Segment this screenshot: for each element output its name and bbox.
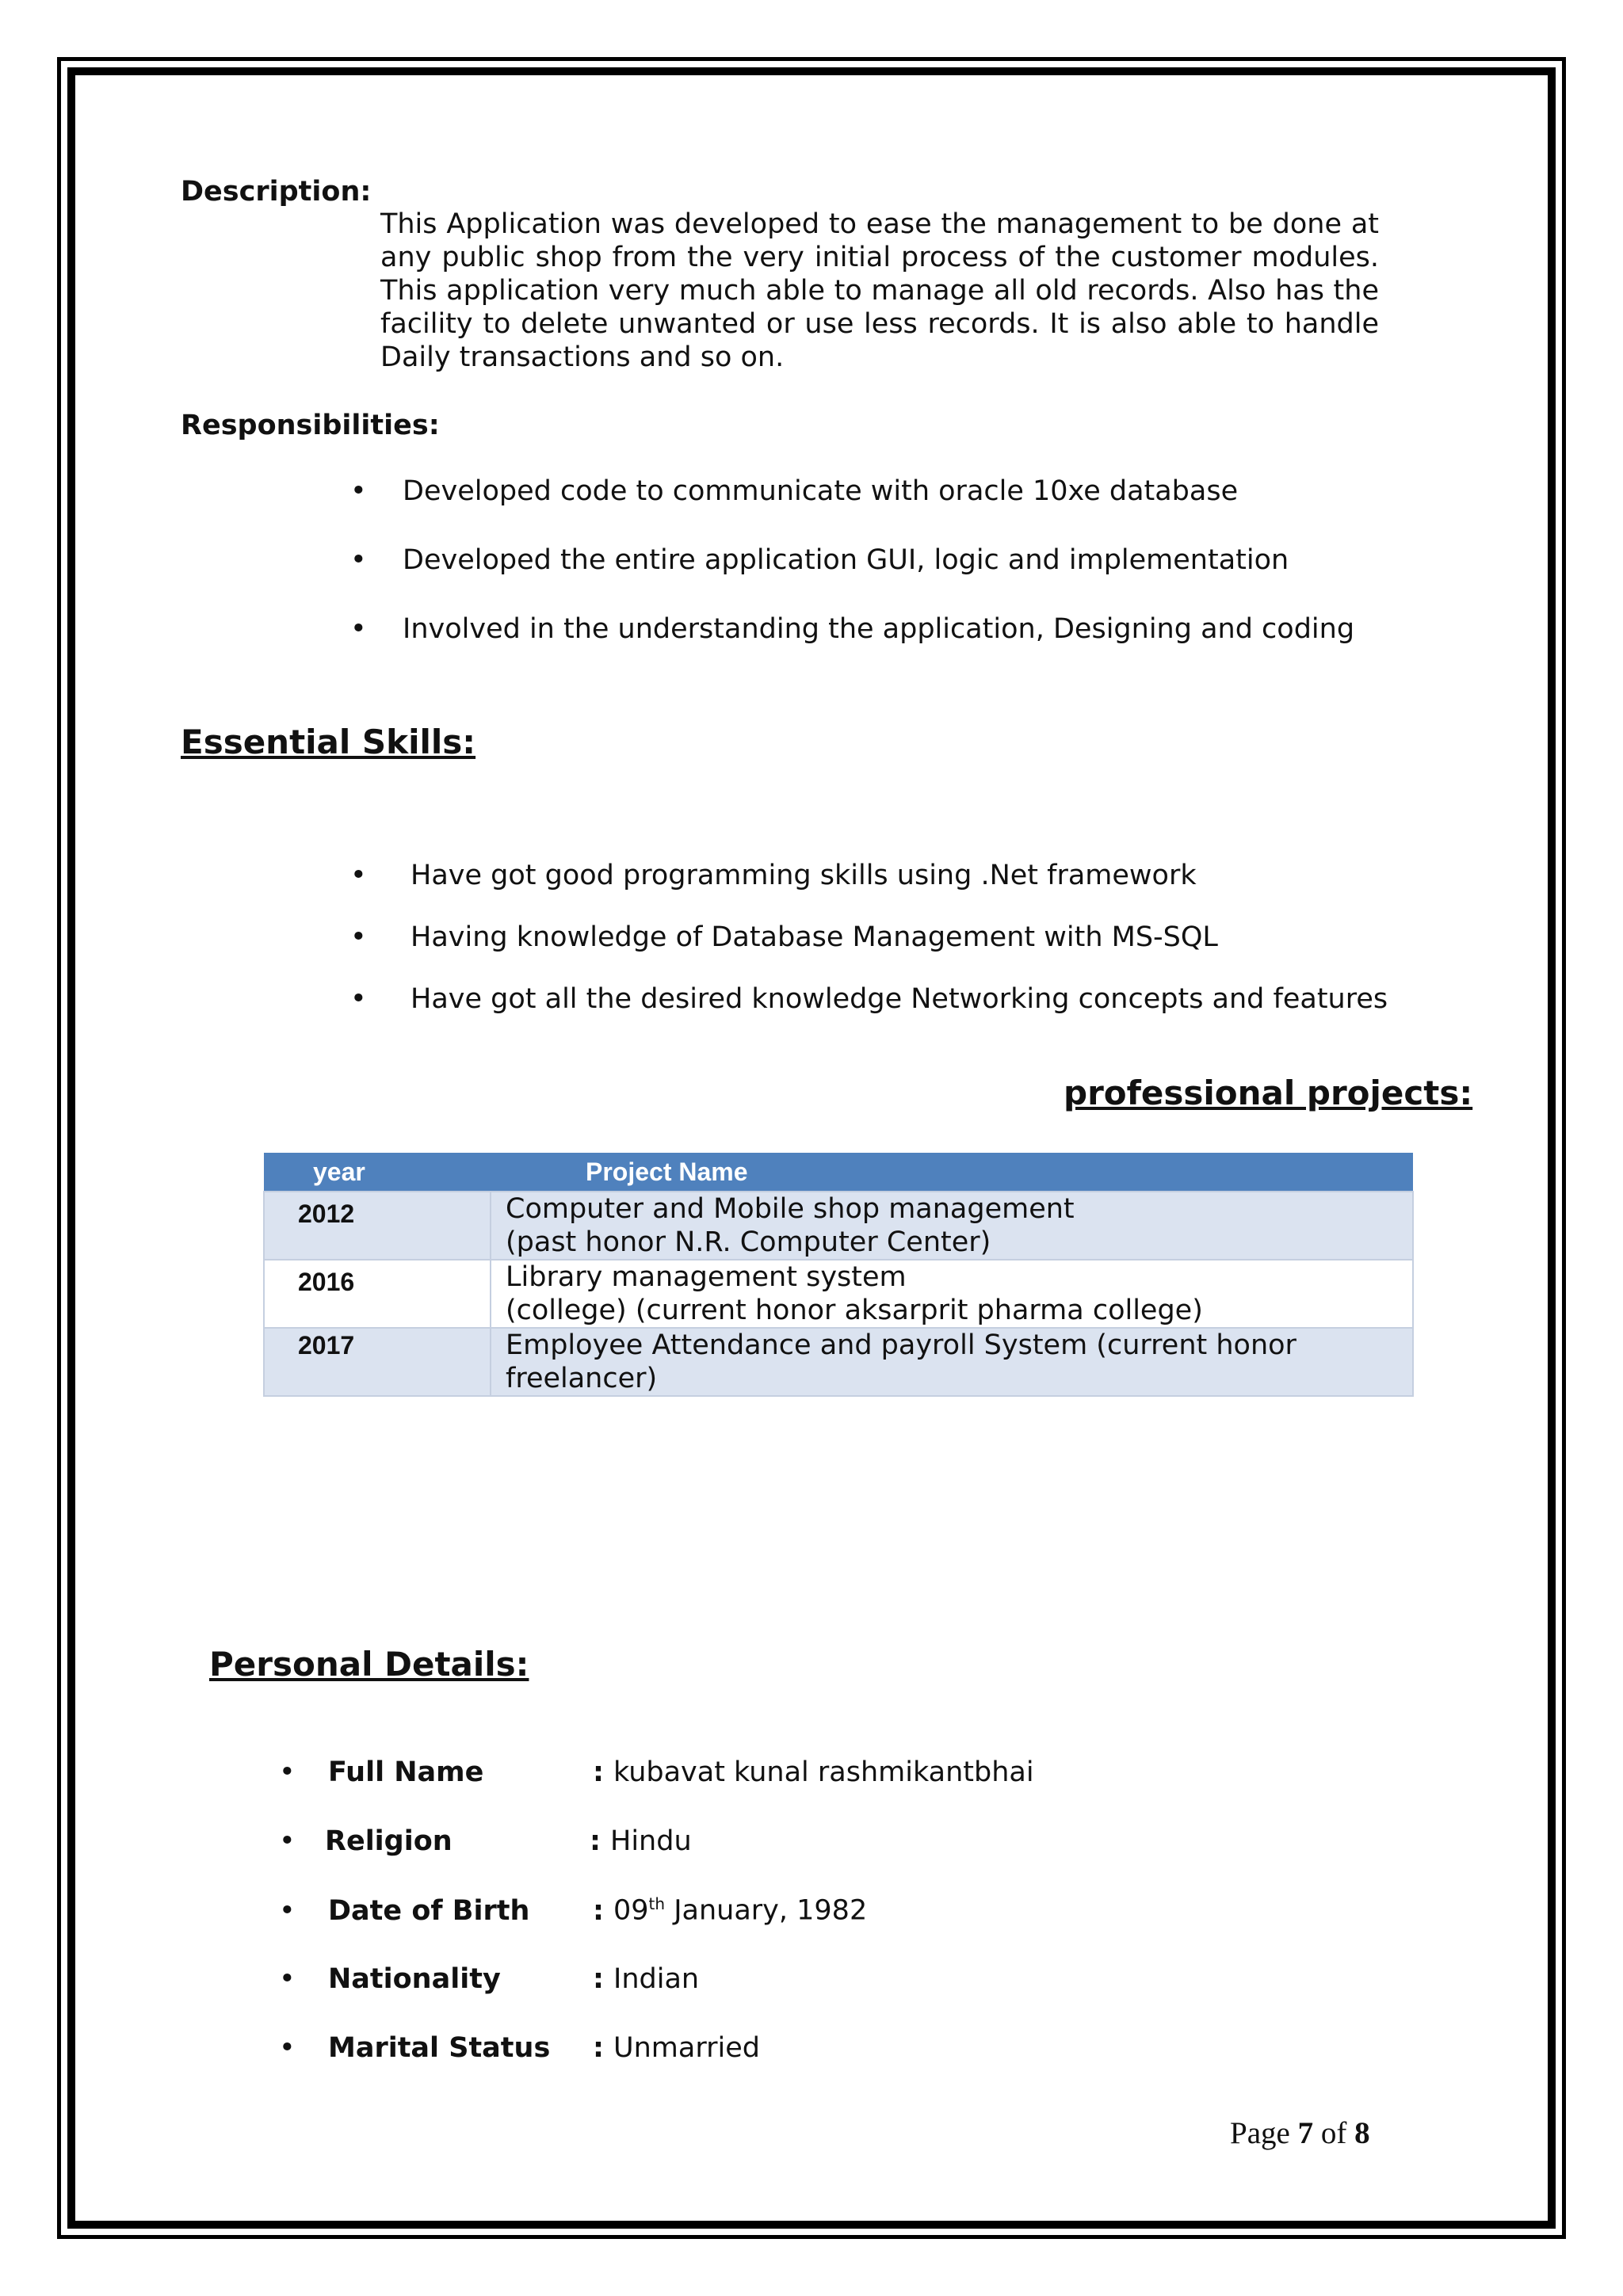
responsibilities-label: Responsibilities: <box>181 410 440 441</box>
current-page: 7 <box>1297 2116 1314 2150</box>
project-name: Computer and Mobile shop management <box>506 1193 1075 1225</box>
description-text: This Application was developed to ease the management to be done at any public shop from the very initial process of the customer modules. This application very much able to manage all old records. Also has the facility to delete unwanted or use less records. It is also able to handle Daily transactions and so on. <box>380 208 1379 373</box>
list-item <box>350 475 1238 507</box>
of-word: of <box>1320 2116 1347 2150</box>
bullet-icon: • <box>279 1963 296 1995</box>
year-cell: 2012 <box>264 1192 491 1260</box>
dob-suffix: th <box>648 1894 666 1913</box>
personal-heading: Personal Details: <box>209 1645 529 1684</box>
list-item <box>350 613 1354 645</box>
detail-label: Marital Status <box>328 2032 551 2064</box>
bullet-icon: • <box>350 613 367 645</box>
list-item <box>350 544 1289 576</box>
list-item <box>279 1963 699 1995</box>
projects-table <box>263 1153 1414 1397</box>
list-item <box>279 1756 1034 1788</box>
project-note: (past honor N.R. Computer Center) <box>506 1226 991 1258</box>
detail-label: Religion <box>325 1825 453 1857</box>
detail-value: kubavat kunal rashmikantbhai <box>613 1756 1034 1788</box>
list-item <box>279 1894 867 1927</box>
skill-text: Having knowledge of Database Management with MS-SQL <box>411 921 1218 953</box>
bullet-icon: • <box>350 544 367 576</box>
detail-value: Unmarried <box>613 2032 760 2064</box>
responsibility-text: Developed code to communicate with oracle 10xe database <box>403 475 1239 507</box>
year-cell: 2017 <box>264 1328 491 1396</box>
bullet-icon: • <box>350 983 367 1015</box>
project-cell <box>491 1328 1413 1396</box>
detail-colon: : <box>593 1894 604 1927</box>
projects-heading: professional projects: <box>1064 1074 1473 1112</box>
responsibility-text: Developed the entire application GUI, logic and implementation <box>403 544 1289 576</box>
detail-value <box>613 1894 867 1927</box>
dob-day: 09 <box>613 1894 649 1927</box>
list-item <box>350 860 1197 891</box>
bullet-icon: • <box>279 2032 296 2064</box>
project-note: (college) (current honor aksarprit pharma college) <box>506 1295 1203 1326</box>
detail-value: Indian <box>613 1963 700 1995</box>
list-item <box>279 2032 760 2064</box>
responsibility-text: Involved in the understanding the application, Designing and coding <box>403 613 1355 645</box>
bullet-icon: • <box>279 1825 296 1857</box>
column-header-year: year <box>264 1153 491 1192</box>
bullet-icon: • <box>279 1894 296 1927</box>
project-cell <box>491 1260 1413 1328</box>
detail-label: Date of Birth <box>328 1894 530 1927</box>
skills-heading: Essential Skills: <box>181 723 476 761</box>
dob-rest: January, 1982 <box>665 1894 868 1927</box>
column-header-project-name: Project Name <box>491 1153 1413 1192</box>
table-row <box>264 1192 1413 1260</box>
detail-label: Full Name <box>328 1756 484 1788</box>
detail-colon: : <box>593 1963 604 1995</box>
project-name: Library management system <box>506 1261 907 1293</box>
list-item <box>350 921 1218 953</box>
bullet-icon: • <box>350 921 367 953</box>
year-cell: 2016 <box>264 1260 491 1328</box>
table-row <box>264 1260 1413 1328</box>
detail-colon: : <box>590 1825 601 1857</box>
description-label: Description: <box>181 176 372 208</box>
bullet-icon: • <box>279 1756 296 1788</box>
page-word: Page <box>1230 2116 1290 2150</box>
project-cell <box>491 1192 1413 1260</box>
detail-value: Hindu <box>610 1825 692 1857</box>
bullet-icon: • <box>350 860 367 891</box>
project-name: Employee Attendance and payroll System (current honor freelancer) <box>506 1329 1296 1394</box>
list-item <box>350 983 1388 1015</box>
bullet-icon: • <box>350 475 367 507</box>
table-header-row <box>264 1153 1413 1192</box>
detail-colon: : <box>593 1756 604 1788</box>
skill-text: Have got all the desired knowledge Networking concepts and features <box>411 983 1388 1015</box>
detail-colon: : <box>593 2032 604 2064</box>
table-row <box>264 1328 1413 1396</box>
detail-label: Nationality <box>328 1963 501 1995</box>
list-item <box>279 1825 692 1857</box>
total-pages: 8 <box>1354 2116 1370 2150</box>
skill-text: Have got good programming skills using .Net framework <box>411 860 1197 891</box>
page-number <box>1230 2115 1370 2151</box>
